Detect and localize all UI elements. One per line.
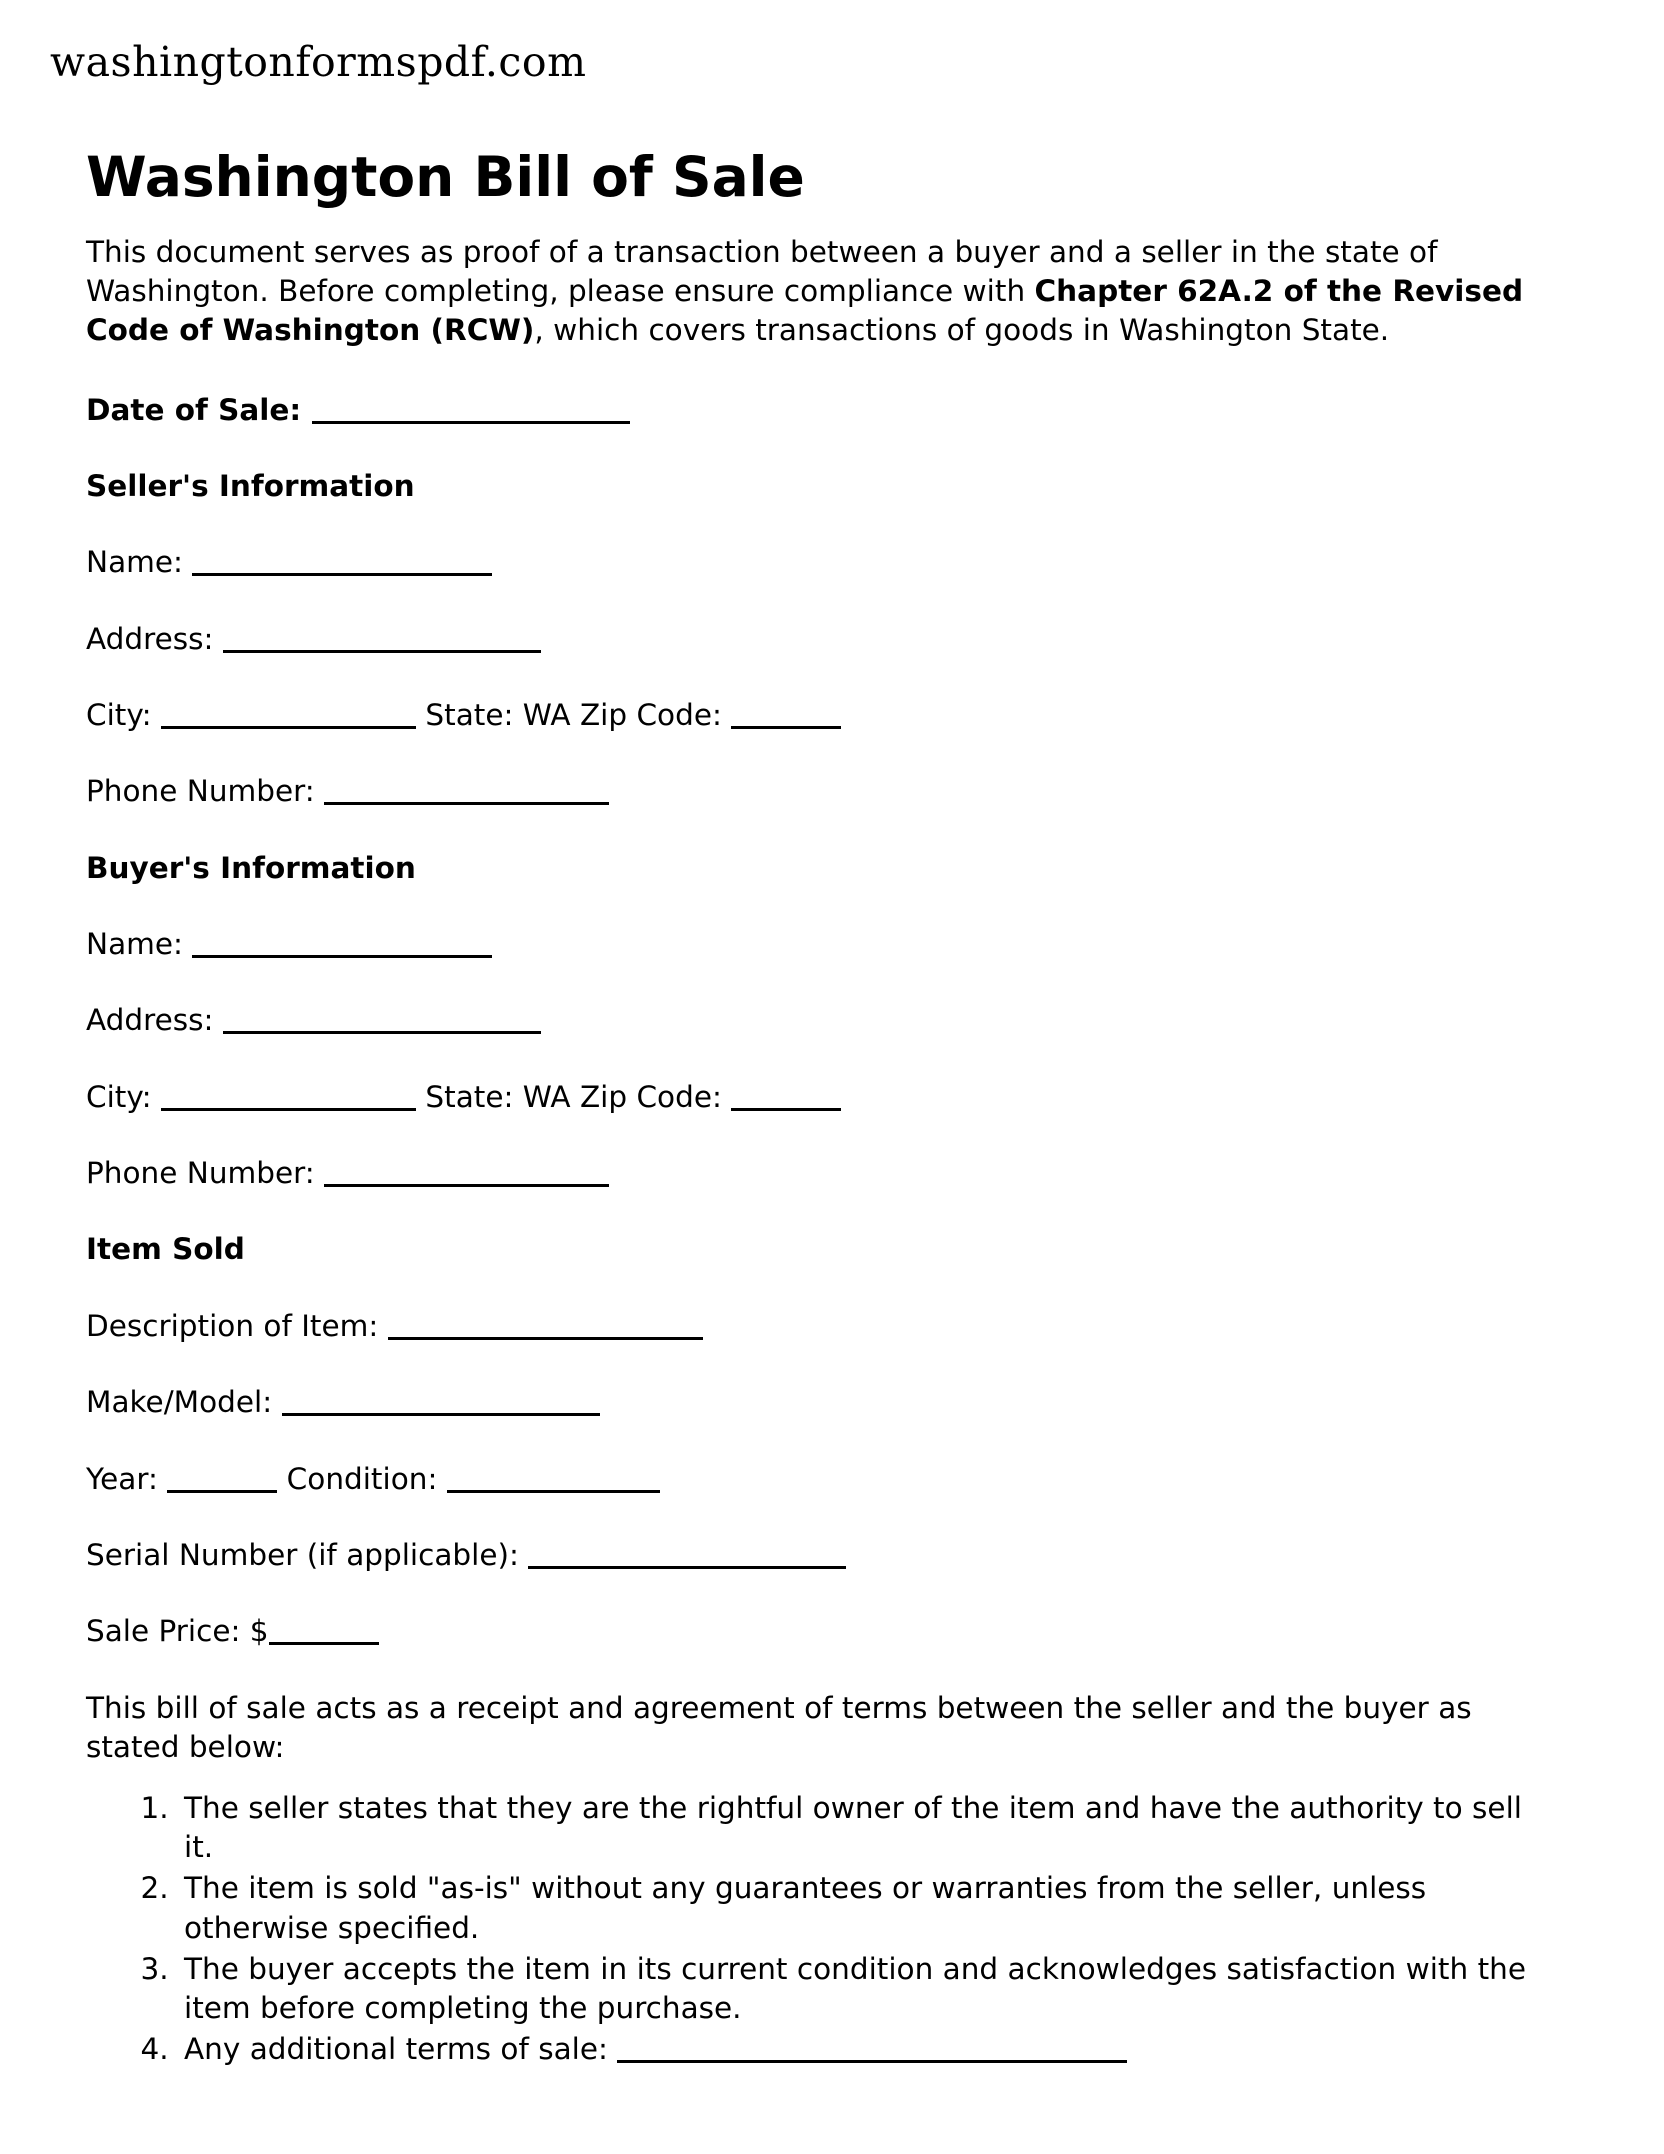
buyer-state-label: State: WA	[425, 1079, 571, 1114]
document-body	[86, 233, 1556, 2072]
buyer-phone-input[interactable]	[324, 1164, 609, 1187]
seller-phone-label: Phone Number:	[86, 774, 315, 809]
seller-phone-input[interactable]	[324, 782, 609, 805]
list-item	[178, 1789, 1556, 1867]
buyer-phone-label: Phone Number:	[86, 1156, 315, 1191]
intro-text-part1: This document serves as proof of a transaction between a buyer and a seller in the state of Washington. Before completing, please ensure compliance with	[86, 235, 1438, 309]
term-text-3: The buyer accepts the item in its current condition and acknowledges satisfaction with the item before completing the purchase.	[184, 1951, 1526, 2026]
item-sale-price-label: Sale Price: $	[86, 1614, 269, 1649]
seller-state-label: State: WA	[425, 698, 571, 733]
item-description-input[interactable]	[388, 1317, 703, 1340]
seller-phone-row	[86, 772, 1556, 810]
date-of-sale-label: Date of Sale:	[86, 392, 302, 427]
list-item	[178, 1869, 1556, 1947]
item-year-label: Year:	[86, 1461, 158, 1496]
page-title: Washington Bill of Sale	[86, 144, 805, 209]
buyer-phone-row	[86, 1154, 1556, 1192]
seller-zip-input[interactable]	[731, 706, 841, 729]
buyer-city-label: City:	[86, 1079, 152, 1114]
intro-paragraph	[86, 233, 1556, 351]
buyer-zip-input[interactable]	[731, 1088, 841, 1111]
seller-name-input[interactable]	[192, 553, 492, 576]
closing-paragraph: This bill of sale acts as a receipt and agreement of terms between the seller and the buyer as stated below:	[86, 1690, 1472, 1764]
seller-address-row	[86, 620, 1556, 658]
item-year-condition-row	[86, 1460, 1556, 1498]
seller-zip-label: Zip Code:	[579, 698, 722, 733]
buyer-address-input[interactable]	[223, 1011, 541, 1034]
buyer-name-label: Name:	[86, 927, 183, 962]
item-description-label: Description of Item:	[86, 1308, 379, 1343]
buyer-name-input[interactable]	[192, 935, 492, 958]
site-url-watermark: washingtonformspdf.com	[50, 38, 587, 86]
item-description-row	[86, 1307, 1556, 1345]
item-sale-price-row	[86, 1612, 1556, 1650]
date-of-sale-input[interactable]	[312, 401, 630, 424]
term-text-4: Any additional terms of sale:	[184, 2032, 608, 2067]
item-sale-price-input[interactable]	[269, 1622, 379, 1645]
term-text-2: The item is sold "as-is" without any guarantees or warranties from the seller, unless otherwise specified.	[184, 1871, 1427, 1945]
buyer-name-row	[86, 925, 1556, 963]
item-condition-input[interactable]	[447, 1470, 660, 1493]
intro-text-bold: Chapter 62A.2 of the Revised Code of Washington (RCW)	[86, 274, 1524, 348]
date-of-sale-row	[86, 391, 1556, 429]
item-condition-label: Condition:	[286, 1461, 438, 1496]
item-serial-label: Serial Number (if applicable):	[86, 1537, 519, 1572]
item-make-model-row	[86, 1383, 1556, 1421]
term-text-1: The seller states that they are the rightful owner of the item and have the authority to sell it.	[184, 1791, 1522, 1865]
item-make-model-label: Make/Model:	[86, 1385, 273, 1420]
list-item	[178, 2030, 1556, 2069]
seller-section-heading: Seller's Information	[86, 469, 415, 504]
seller-address-input[interactable]	[223, 630, 541, 653]
buyer-section-heading: Buyer's Information	[86, 850, 416, 885]
item-section-heading: Item Sold	[86, 1232, 245, 1267]
seller-address-label: Address:	[86, 621, 214, 656]
seller-name-label: Name:	[86, 545, 183, 580]
item-serial-row	[86, 1536, 1556, 1574]
seller-city-input[interactable]	[161, 706, 416, 729]
buyer-address-label: Address:	[86, 1003, 214, 1038]
additional-terms-input[interactable]	[617, 2040, 1127, 2063]
seller-city-label: City:	[86, 698, 152, 733]
buyer-address-row	[86, 1001, 1556, 1039]
seller-name-row	[86, 543, 1556, 581]
seller-city-state-zip-row	[86, 696, 1556, 734]
buyer-city-input[interactable]	[161, 1088, 416, 1111]
item-serial-input[interactable]	[528, 1546, 846, 1569]
buyer-city-state-zip-row	[86, 1078, 1556, 1116]
buyer-zip-label: Zip Code:	[579, 1079, 722, 1114]
item-year-input[interactable]	[167, 1470, 277, 1493]
intro-text-part2: , which covers transactions of goods in Washington State.	[534, 313, 1390, 348]
list-item	[178, 1950, 1556, 2028]
item-make-model-input[interactable]	[282, 1393, 600, 1416]
terms-list	[86, 1789, 1556, 2070]
